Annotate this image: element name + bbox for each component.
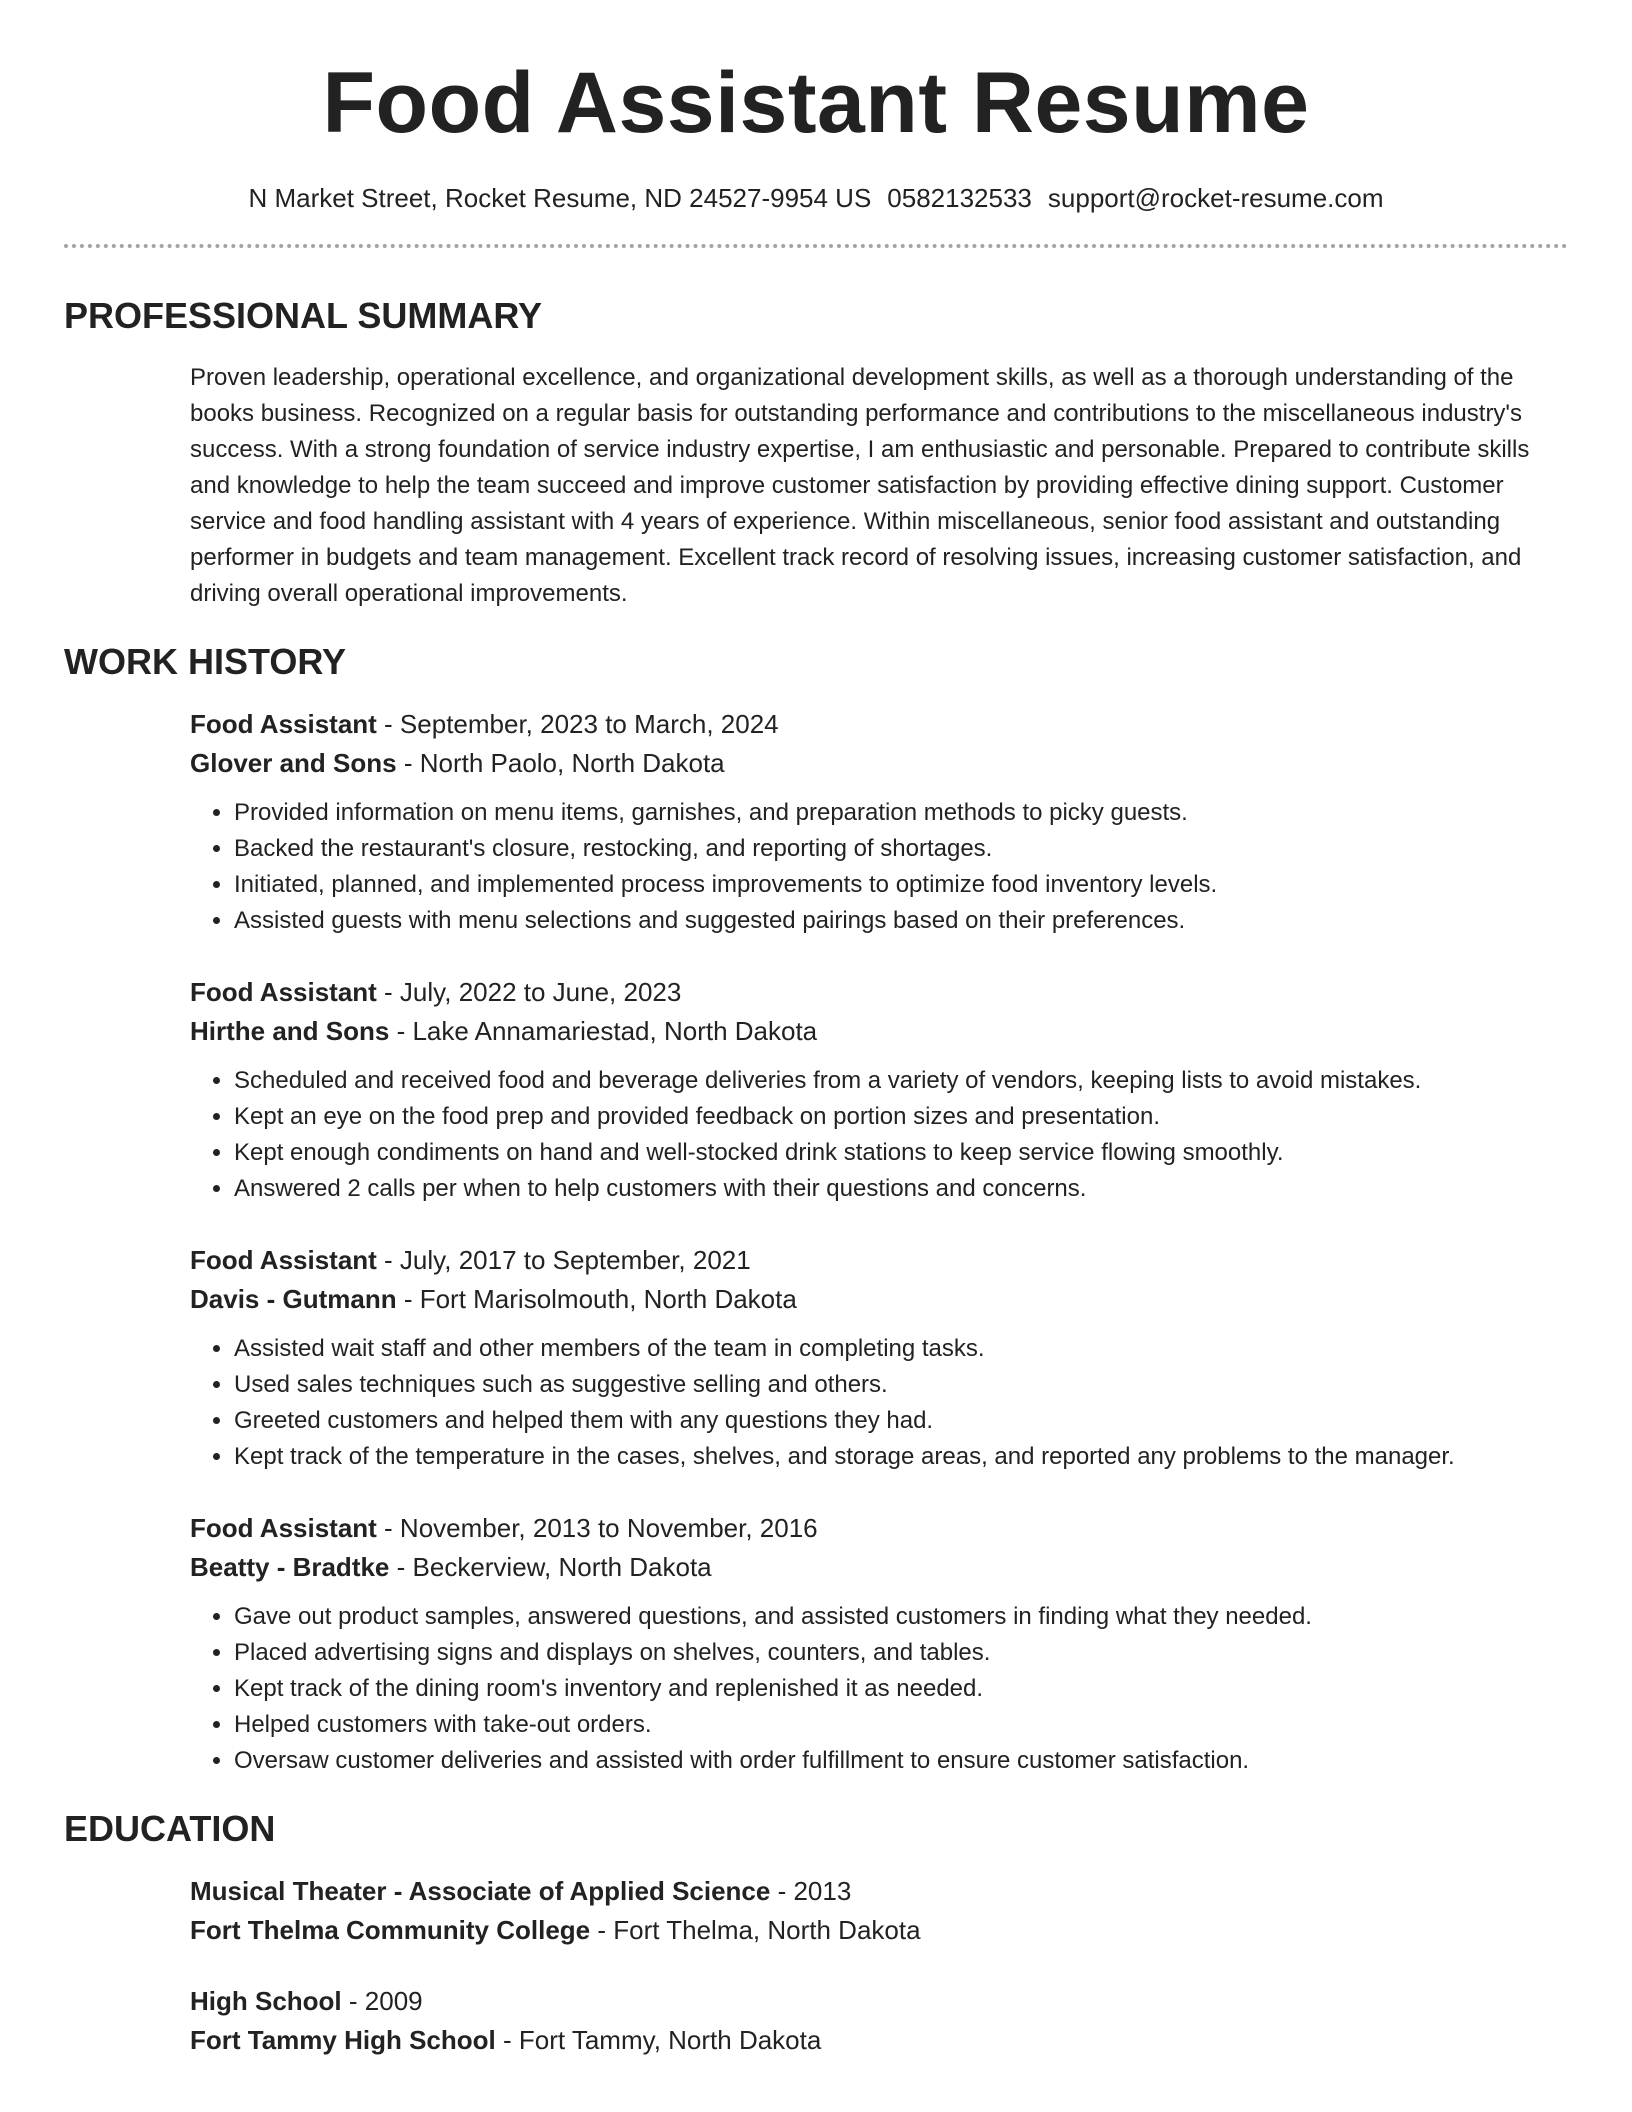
job-title: Food Assistant bbox=[190, 1244, 377, 1275]
job-company-line bbox=[190, 1548, 1568, 1587]
duty-item: • Provided information on menu items, garnishes, and preparation methods to picky guests. bbox=[234, 795, 1568, 831]
job-dates: - July, 2017 to September, 2021 bbox=[376, 1244, 751, 1275]
degree-year: - 2013 bbox=[770, 1875, 852, 1906]
education-heading: EDUCATION bbox=[64, 1807, 276, 1849]
school-name: Fort Thelma Community College bbox=[190, 1914, 591, 1945]
job-company-line bbox=[190, 744, 1568, 783]
summary-text: Proven leadership, operational excellence, and organizational development skills, as well as a thorough understanding of the books business. Recognized on a regular basis for outstanding performance and contributions to the miscellaneous industry's success. With a strong foundation of service industry expertise, I am enthusiastic and personable. Prepared to contribute skills and knowledge to help the team succeed and improve customer satisfaction by providing effective dining support. Customer service and food handling assistant with 4 years of experience. Within miscellaneous, senior food assistant and outstanding performer in budgets and team management. Excellent track record of resolving issues, increasing customer satisfaction, and driving overall operational improvements. bbox=[190, 363, 1530, 607]
duty-item: • Helped customers with take-out orders. bbox=[234, 1707, 1568, 1743]
duty-item: • Kept enough condiments on hand and well-stocked drink stations to keep service flowing smoothly. bbox=[234, 1135, 1568, 1171]
school-line bbox=[190, 1911, 1568, 1950]
duty-item: • Gave out product samples, answered questions, and assisted customers in finding what they needed. bbox=[234, 1599, 1568, 1635]
duty-item: • Oversaw customer deliveries and assisted with order fulfillment to ensure customer satisfaction. bbox=[234, 1743, 1568, 1779]
job-company: Beatty - Bradtke bbox=[190, 1551, 390, 1582]
contact-phone: 0582132533 bbox=[887, 183, 1032, 214]
degree-name: Musical Theater - Associate of Applied Science bbox=[190, 1875, 771, 1906]
job-dates: - September, 2023 to March, 2024 bbox=[376, 708, 779, 739]
job-company: Davis - Gutmann bbox=[190, 1283, 397, 1314]
duty-item: • Assisted wait staff and other members of the team in completing tasks. bbox=[234, 1331, 1568, 1367]
duty-item: • Answered 2 calls per when to help customers with their questions and concerns. bbox=[234, 1171, 1568, 1207]
job-entry bbox=[190, 1241, 1568, 1475]
contact-email: support@rocket-resume.com bbox=[1047, 183, 1384, 214]
duty-item: • Assisted guests with menu selections and suggested pairings based on their preferences. bbox=[234, 903, 1568, 939]
resume-title: Food Assistant Resume bbox=[322, 55, 1310, 151]
job-duties bbox=[190, 1599, 1568, 1779]
degree-line bbox=[190, 1872, 1568, 1911]
duty-item: • Used sales techniques such as suggestive selling and others. bbox=[234, 1367, 1568, 1403]
summary-heading: PROFESSIONAL SUMMARY bbox=[64, 295, 543, 337]
education-list bbox=[64, 1872, 1568, 2060]
degree-line bbox=[190, 1982, 1568, 2021]
job-dates: - July, 2022 to June, 2023 bbox=[376, 976, 682, 1007]
job-location: - North Paolo, North Dakota bbox=[396, 747, 725, 778]
job-title-line bbox=[190, 1241, 1568, 1280]
job-company: Hirthe and Sons bbox=[190, 1015, 390, 1046]
work-history-list bbox=[64, 705, 1568, 1779]
degree-name: High School bbox=[190, 1985, 342, 2016]
contact-address: N Market Street, Rocket Resume, ND 24527-9954 US bbox=[248, 183, 872, 214]
school-line bbox=[190, 2021, 1568, 2060]
work-history-heading: WORK HISTORY bbox=[64, 640, 347, 682]
job-duties bbox=[190, 795, 1568, 939]
school-location: - Fort Tammy, North Dakota bbox=[495, 2024, 822, 2055]
job-title-line bbox=[190, 705, 1568, 744]
education-entry bbox=[190, 1872, 1568, 1950]
job-dates: - November, 2013 to November, 2016 bbox=[376, 1512, 818, 1543]
duty-item: • Kept an eye on the food prep and provided feedback on portion sizes and presentation. bbox=[234, 1099, 1568, 1135]
job-entry bbox=[190, 705, 1568, 939]
duty-item: • Kept track of the temperature in the cases, shelves, and storage areas, and reported any problems to the manager. bbox=[234, 1439, 1568, 1475]
duty-item: • Scheduled and received food and beverage deliveries from a variety of vendors, keeping lists to avoid mistakes. bbox=[234, 1063, 1568, 1099]
job-company: Glover and Sons bbox=[190, 747, 397, 778]
contact-line bbox=[64, 183, 1568, 214]
duty-item: • Greeted customers and helped them with any questions they had. bbox=[234, 1403, 1568, 1439]
job-company-line bbox=[190, 1280, 1568, 1319]
job-location: - Lake Annamariestad, North Dakota bbox=[389, 1015, 818, 1046]
job-title: Food Assistant bbox=[190, 708, 377, 739]
job-title-line bbox=[190, 1509, 1568, 1548]
duty-item: • Kept track of the dining room's inventory and replenished it as needed. bbox=[234, 1671, 1568, 1707]
job-location: - Fort Marisolmouth, North Dakota bbox=[396, 1283, 797, 1314]
job-entry bbox=[190, 973, 1568, 1207]
school-name: Fort Tammy High School bbox=[190, 2024, 496, 2055]
job-title-line bbox=[190, 973, 1568, 1012]
job-title: Food Assistant bbox=[190, 1512, 377, 1543]
school-location: - Fort Thelma, North Dakota bbox=[590, 1914, 921, 1945]
degree-year: - 2009 bbox=[341, 1985, 423, 2016]
job-duties bbox=[190, 1331, 1568, 1475]
job-title: Food Assistant bbox=[190, 976, 377, 1007]
header-divider bbox=[64, 244, 1568, 248]
job-company-line bbox=[190, 1012, 1568, 1051]
duty-item: • Backed the restaurant's closure, restocking, and reporting of shortages. bbox=[234, 831, 1568, 867]
education-entry bbox=[190, 1982, 1568, 2060]
duty-item: • Initiated, planned, and implemented process improvements to optimize food inventory levels. bbox=[234, 867, 1568, 903]
job-duties bbox=[190, 1063, 1568, 1207]
job-entry bbox=[190, 1509, 1568, 1779]
job-location: - Beckerview, North Dakota bbox=[389, 1551, 712, 1582]
duty-item: • Placed advertising signs and displays on shelves, counters, and tables. bbox=[234, 1635, 1568, 1671]
